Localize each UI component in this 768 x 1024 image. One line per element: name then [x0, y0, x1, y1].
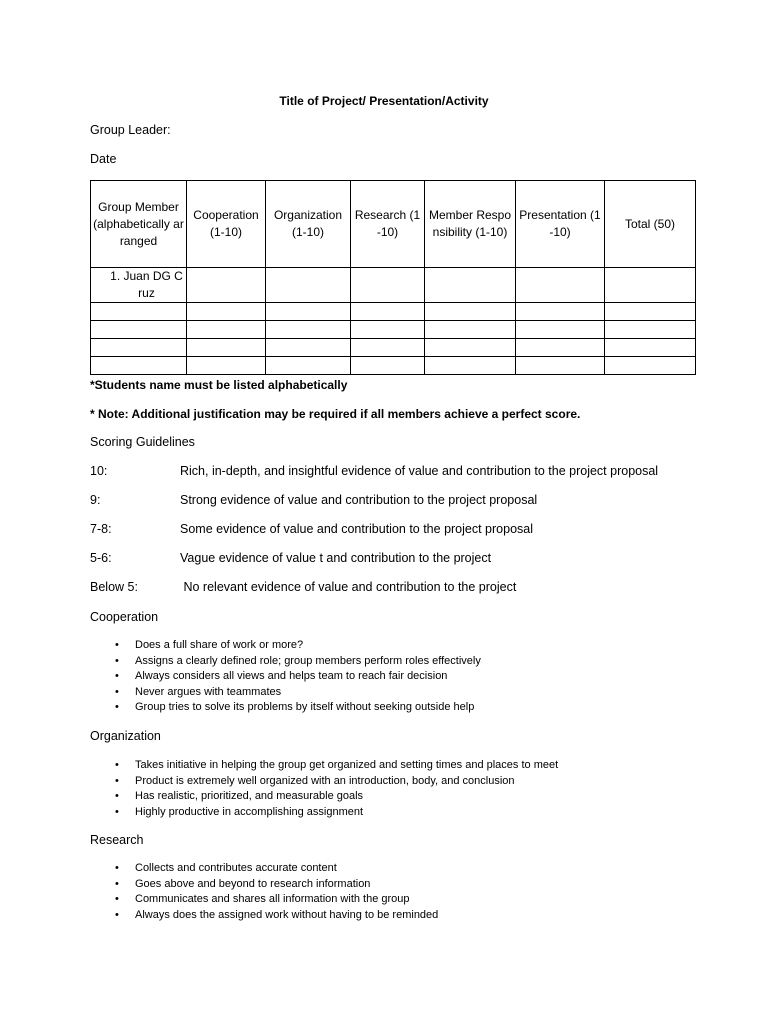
research-heading: Research	[90, 833, 144, 847]
score-cell	[351, 268, 425, 303]
scoring-description: Rich, in-depth, and insightful evidence of value and contribution to the project proposal	[180, 464, 659, 478]
list-item-text: Group tries to solve its problems by itself without seeking outside help	[135, 701, 475, 714]
scoring-score: 9:	[90, 493, 101, 507]
bullet-icon: •	[115, 759, 119, 771]
member-name-cell: 1. Juan DG Cruz	[91, 268, 187, 303]
bullet-icon: •	[115, 701, 119, 714]
list-item	[90, 877, 438, 893]
list-item	[90, 758, 558, 774]
scoring-row	[90, 522, 710, 540]
score-cell	[425, 357, 516, 375]
bullet-icon: •	[115, 774, 119, 787]
bullet-icon: •	[115, 908, 119, 921]
cooperation-heading: Cooperation	[90, 610, 159, 624]
score-cell	[266, 303, 351, 321]
score-cell	[266, 357, 351, 375]
list-item	[90, 908, 438, 924]
scoring-description: Vague evidence of value t and contribution to the project	[180, 551, 492, 565]
score-cell	[266, 268, 351, 303]
score-cell	[605, 357, 696, 375]
bullet-icon: •	[115, 670, 119, 683]
bullet-icon: •	[115, 639, 119, 651]
list-item-text: Always considers all views and helps team to reach fair decision	[135, 670, 448, 683]
list-item-text: Takes initiative in helping the group get organized and setting times and places to meet	[135, 759, 559, 771]
bullet-icon: •	[115, 893, 119, 906]
header-total: Total (50)	[605, 181, 696, 268]
score-cell	[351, 339, 425, 357]
rubric-table	[90, 180, 696, 375]
list-item-text: Never argues with teammates	[135, 685, 282, 698]
score-cell	[187, 339, 266, 357]
scoring-score: 10:	[90, 464, 108, 478]
score-cell	[425, 268, 516, 303]
list-item	[90, 774, 558, 790]
score-cell	[266, 339, 351, 357]
scoring-row	[90, 464, 710, 482]
scoring-row	[90, 551, 710, 569]
list-item	[90, 892, 438, 908]
score-cell	[605, 339, 696, 357]
table-row	[91, 268, 696, 303]
score-cell	[187, 321, 266, 339]
score-cell	[351, 303, 425, 321]
list-item	[90, 861, 438, 877]
research-list	[90, 861, 438, 923]
list-item	[90, 789, 558, 805]
cooperation-list	[90, 638, 481, 716]
member-name-cell	[91, 357, 187, 375]
list-item-text: Assigns a clearly defined role; group members perform roles effectively	[135, 654, 481, 667]
bullet-icon: •	[115, 790, 119, 803]
scoring-row	[90, 580, 710, 598]
table-row	[91, 303, 696, 321]
list-item	[90, 805, 558, 821]
bullet-icon: •	[115, 685, 119, 698]
organization-heading: Organization	[90, 729, 161, 743]
score-cell	[605, 303, 696, 321]
header-organization: Organization (1-10)	[266, 181, 351, 268]
member-name-cell	[91, 321, 187, 339]
list-item	[90, 700, 481, 716]
list-item-text: Goes above and beyond to research information	[135, 877, 371, 890]
score-cell	[516, 321, 605, 339]
scoring-description: No relevant evidence of value and contribution to the project	[180, 580, 517, 594]
justification-note: * Note: Additional justification may be required if all members achieve a perfect score.	[90, 407, 581, 421]
score-cell	[187, 303, 266, 321]
table-row	[91, 321, 696, 339]
scoring-score: Below 5:	[90, 580, 138, 594]
table-row	[91, 357, 696, 375]
bullet-icon: •	[115, 877, 119, 890]
list-item-text: Has realistic, prioritized, and measurable goals	[135, 790, 364, 803]
scoring-description: Some evidence of value and contribution to the project proposal	[180, 522, 534, 536]
date-label: Date	[90, 152, 117, 166]
table-row	[91, 339, 696, 357]
list-item-text: Always does the assigned work without having to be reminded	[135, 908, 439, 921]
list-item-text: Product is extremely well organized with an introduction, body, and conclusion	[135, 774, 515, 787]
alphabetical-note: *Students name must be listed alphabetically	[90, 378, 348, 392]
score-cell	[605, 268, 696, 303]
scoring-score: 5-6:	[90, 551, 112, 565]
list-item-text: Does a full share of work or more?	[135, 639, 304, 651]
table-header-row	[91, 181, 696, 268]
score-cell	[351, 321, 425, 339]
list-item	[90, 638, 481, 654]
list-item-text: Collects and contributes accurate content	[135, 862, 337, 874]
score-cell	[351, 357, 425, 375]
score-cell	[516, 357, 605, 375]
scoring-guidelines-heading: Scoring Guidelines	[90, 435, 195, 449]
scoring-description: Strong evidence of value and contribution to the project proposal	[180, 493, 538, 507]
scoring-score: 7-8:	[90, 522, 112, 536]
score-cell	[425, 339, 516, 357]
header-member-responsibility: Member Responsibility (1-10)	[425, 181, 516, 268]
bullet-icon: •	[115, 805, 119, 818]
list-item-text: Communicates and shares all information with the group	[135, 893, 410, 906]
header-group-member: Group Member (alphabetically arranged	[91, 181, 187, 268]
list-item-text: Highly productive in accomplishing assignment	[135, 805, 364, 818]
organization-list	[90, 758, 558, 820]
header-research: Research (1-10)	[351, 181, 425, 268]
score-cell	[516, 268, 605, 303]
scoring-row	[90, 493, 710, 511]
score-cell	[187, 357, 266, 375]
score-cell	[605, 321, 696, 339]
list-item	[90, 654, 481, 670]
list-item	[90, 685, 481, 701]
member-name-cell	[91, 339, 187, 357]
score-cell	[516, 339, 605, 357]
header-presentation: Presentation (1-10)	[516, 181, 605, 268]
group-leader-label: Group Leader:	[90, 123, 171, 137]
score-cell	[516, 303, 605, 321]
bullet-icon: •	[115, 654, 119, 667]
header-cooperation: Cooperation (1-10)	[187, 181, 266, 268]
score-cell	[266, 321, 351, 339]
bullet-icon: •	[115, 862, 119, 874]
list-item	[90, 669, 481, 685]
document-title: Title of Project/ Presentation/Activity	[279, 94, 489, 108]
score-cell	[425, 321, 516, 339]
score-cell	[425, 303, 516, 321]
score-cell	[187, 268, 266, 303]
member-name-cell	[91, 303, 187, 321]
